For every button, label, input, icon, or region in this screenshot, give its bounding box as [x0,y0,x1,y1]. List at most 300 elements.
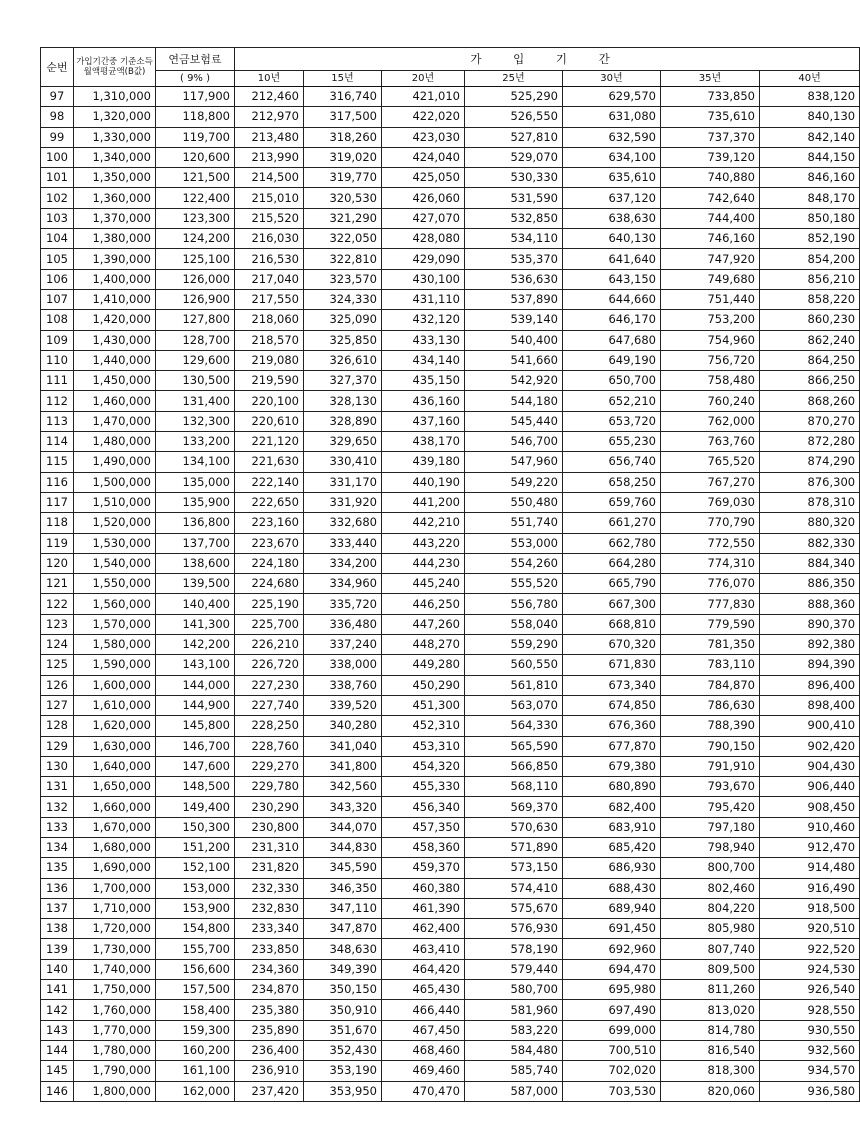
cell-p35: 769,030 [661,492,760,512]
cell-seq: 131 [41,777,74,797]
cell-premium: 145,800 [156,716,235,736]
cell-p40: 928,550 [760,1000,860,1020]
cell-seq: 112 [41,391,74,411]
cell-p20: 457,350 [382,817,465,837]
cell-p15: 334,960 [304,574,382,594]
cell-base-income: 1,500,000 [74,472,156,492]
cell-p40: 912,470 [760,837,860,857]
cell-p20: 439,180 [382,452,465,472]
cell-p10: 214,500 [235,168,304,188]
header-premium: 연금보험료 [156,48,235,71]
cell-seq: 98 [41,107,74,127]
cell-p15: 347,870 [304,919,382,939]
cell-p25: 563,070 [465,695,563,715]
cell-p15: 337,240 [304,635,382,655]
cell-p25: 551,740 [465,513,563,533]
cell-p25: 560,550 [465,655,563,675]
cell-p15: 318,260 [304,127,382,147]
cell-p25: 555,520 [465,574,563,594]
cell-p40: 880,320 [760,513,860,533]
cell-p30: 680,890 [563,777,661,797]
table-row [41,777,860,797]
cell-p15: 328,130 [304,391,382,411]
cell-p25: 554,260 [465,553,563,573]
cell-p25: 570,630 [465,817,563,837]
cell-p20: 459,370 [382,858,465,878]
cell-p15: 340,280 [304,716,382,736]
table-row [41,878,860,898]
cell-p35: 744,400 [661,208,760,228]
cell-seq: 99 [41,127,74,147]
header-period-20: 20년 [382,71,465,87]
cell-p20: 443,220 [382,533,465,553]
cell-p25: 568,110 [465,777,563,797]
cell-p30: 644,660 [563,289,661,309]
cell-p20: 427,070 [382,208,465,228]
cell-p35: 767,270 [661,472,760,492]
cell-p40: 884,340 [760,553,860,573]
cell-p25: 579,440 [465,959,563,979]
cell-p20: 449,280 [382,655,465,675]
cell-p25: 561,810 [465,675,563,695]
cell-p15: 339,520 [304,695,382,715]
cell-p35: 765,520 [661,452,760,472]
cell-p10: 237,420 [235,1081,304,1101]
cell-p40: 870,270 [760,411,860,431]
cell-p25: 587,000 [465,1081,563,1101]
cell-premium: 126,900 [156,289,235,309]
cell-seq: 107 [41,289,74,309]
table-row [41,513,860,533]
header-base-income: 가입기간중 기준소득월액평균액(B값) [74,48,156,87]
cell-p25: 575,670 [465,898,563,918]
cell-p10: 228,250 [235,716,304,736]
cell-p20: 441,200 [382,492,465,512]
cell-p20: 447,260 [382,614,465,634]
cell-p40: 858,220 [760,289,860,309]
cell-premium: 129,600 [156,350,235,370]
cell-base-income: 1,630,000 [74,736,156,756]
cell-p10: 215,520 [235,208,304,228]
cell-seq: 134 [41,837,74,857]
cell-p40: 872,280 [760,432,860,452]
cell-p15: 351,670 [304,1020,382,1040]
cell-p15: 346,350 [304,878,382,898]
cell-seq: 133 [41,817,74,837]
table-row [41,858,860,878]
cell-p10: 229,780 [235,777,304,797]
cell-p10: 236,910 [235,1061,304,1081]
cell-seq: 136 [41,878,74,898]
cell-base-income: 1,510,000 [74,492,156,512]
cell-p25: 525,290 [465,87,563,107]
cell-p10: 226,720 [235,655,304,675]
cell-p35: 814,780 [661,1020,760,1040]
cell-premium: 124,200 [156,229,235,249]
cell-p30: 677,870 [563,736,661,756]
cell-p25: 544,180 [465,391,563,411]
cell-p20: 465,430 [382,980,465,1000]
cell-p40: 848,170 [760,188,860,208]
cell-p15: 334,200 [304,553,382,573]
cell-seq: 101 [41,168,74,188]
cell-p20: 466,440 [382,1000,465,1020]
cell-p40: 904,430 [760,756,860,776]
cell-p25: 529,070 [465,147,563,167]
cell-p25: 566,850 [465,756,563,776]
table-row [41,310,860,330]
cell-seq: 100 [41,147,74,167]
cell-p40: 890,370 [760,614,860,634]
cell-premium: 151,200 [156,837,235,857]
cell-base-income: 1,610,000 [74,695,156,715]
cell-seq: 128 [41,716,74,736]
cell-p25: 581,960 [465,1000,563,1020]
cell-premium: 162,000 [156,1081,235,1101]
table-row [41,614,860,634]
cell-seq: 132 [41,797,74,817]
cell-p15: 349,390 [304,959,382,979]
cell-p25: 580,700 [465,980,563,1000]
cell-p20: 455,330 [382,777,465,797]
table-row [41,553,860,573]
header-period-10: 10년 [235,71,304,87]
cell-p35: 774,310 [661,553,760,573]
cell-p35: 763,760 [661,432,760,452]
cell-p10: 233,340 [235,919,304,939]
cell-p30: 652,210 [563,391,661,411]
cell-p30: 658,250 [563,472,661,492]
cell-p35: 742,640 [661,188,760,208]
cell-premium: 130,500 [156,371,235,391]
cell-base-income: 1,750,000 [74,980,156,1000]
cell-seq: 140 [41,959,74,979]
cell-seq: 138 [41,919,74,939]
cell-p25: 536,630 [465,269,563,289]
cell-p40: 908,450 [760,797,860,817]
cell-p35: 749,680 [661,269,760,289]
cell-p40: 930,550 [760,1020,860,1040]
cell-seq: 116 [41,472,74,492]
cell-base-income: 1,520,000 [74,513,156,533]
cell-p40: 856,210 [760,269,860,289]
cell-p20: 462,400 [382,919,465,939]
table-row [41,168,860,188]
cell-p15: 331,170 [304,472,382,492]
cell-premium: 123,300 [156,208,235,228]
cell-seq: 146 [41,1081,74,1101]
cell-premium: 136,800 [156,513,235,533]
cell-seq: 119 [41,533,74,553]
table-row [41,655,860,675]
cell-p35: 777,830 [661,594,760,614]
cell-p30: 635,610 [563,168,661,188]
cell-p25: 540,400 [465,330,563,350]
cell-p30: 676,360 [563,716,661,736]
cell-seq: 137 [41,898,74,918]
cell-p35: 737,370 [661,127,760,147]
cell-p25: 546,700 [465,432,563,452]
cell-p40: 894,390 [760,655,860,675]
cell-p35: 753,200 [661,310,760,330]
cell-p40: 906,440 [760,777,860,797]
table-row [41,208,860,228]
cell-p40: 924,530 [760,959,860,979]
cell-p35: 776,070 [661,574,760,594]
cell-base-income: 1,360,000 [74,188,156,208]
cell-p10: 215,010 [235,188,304,208]
cell-p30: 685,420 [563,837,661,857]
cell-base-income: 1,730,000 [74,939,156,959]
cell-p10: 228,760 [235,736,304,756]
cell-premium: 140,400 [156,594,235,614]
cell-base-income: 1,430,000 [74,330,156,350]
cell-premium: 133,200 [156,432,235,452]
cell-p40: 850,180 [760,208,860,228]
cell-p30: 662,780 [563,533,661,553]
cell-p20: 448,270 [382,635,465,655]
cell-premium: 149,400 [156,797,235,817]
cell-p20: 450,290 [382,675,465,695]
cell-p20: 438,170 [382,432,465,452]
cell-p15: 353,190 [304,1061,382,1081]
cell-premium: 150,300 [156,817,235,837]
cell-premium: 157,500 [156,980,235,1000]
cell-p30: 664,280 [563,553,661,573]
cell-p35: 733,850 [661,87,760,107]
cell-p20: 436,160 [382,391,465,411]
cell-base-income: 1,370,000 [74,208,156,228]
cell-base-income: 1,690,000 [74,858,156,878]
cell-p35: 791,910 [661,756,760,776]
table-row [41,919,860,939]
cell-p20: 421,010 [382,87,465,107]
cell-base-income: 1,450,000 [74,371,156,391]
cell-p15: 327,370 [304,371,382,391]
cell-p35: 793,670 [661,777,760,797]
cell-p10: 235,890 [235,1020,304,1040]
cell-p20: 428,080 [382,229,465,249]
cell-p30: 671,830 [563,655,661,675]
cell-base-income: 1,720,000 [74,919,156,939]
cell-seq: 113 [41,411,74,431]
cell-p30: 646,170 [563,310,661,330]
table-row [41,756,860,776]
cell-premium: 126,000 [156,269,235,289]
cell-p35: 820,060 [661,1081,760,1101]
cell-p40: 896,400 [760,675,860,695]
cell-premium: 121,500 [156,168,235,188]
cell-p15: 335,720 [304,594,382,614]
cell-premium: 120,600 [156,147,235,167]
cell-p30: 679,380 [563,756,661,776]
cell-p20: 442,210 [382,513,465,533]
cell-p40: 910,460 [760,817,860,837]
cell-p35: 756,720 [661,350,760,370]
cell-p30: 683,910 [563,817,661,837]
cell-p10: 222,650 [235,492,304,512]
cell-premium: 144,900 [156,695,235,715]
cell-p30: 667,300 [563,594,661,614]
table-row [41,249,860,269]
cell-p25: 573,150 [465,858,563,878]
cell-p20: 429,090 [382,249,465,269]
cell-seq: 139 [41,939,74,959]
cell-seq: 144 [41,1040,74,1060]
cell-p10: 232,330 [235,878,304,898]
cell-premium: 154,800 [156,919,235,939]
cell-base-income: 1,340,000 [74,147,156,167]
header-premium-rate: ( 9% ) [156,71,235,87]
cell-p10: 222,140 [235,472,304,492]
table-row [41,797,860,817]
cell-p40: 916,490 [760,878,860,898]
cell-p15: 322,050 [304,229,382,249]
cell-p25: 556,780 [465,594,563,614]
cell-p10: 230,290 [235,797,304,817]
cell-p10: 229,270 [235,756,304,776]
cell-p15: 321,290 [304,208,382,228]
table-row [41,289,860,309]
cell-p10: 217,550 [235,289,304,309]
cell-p25: 569,370 [465,797,563,817]
cell-p15: 320,530 [304,188,382,208]
cell-premium: 160,200 [156,1040,235,1060]
cell-premium: 132,300 [156,411,235,431]
cell-premium: 139,500 [156,574,235,594]
cell-p15: 341,040 [304,736,382,756]
cell-p10: 217,040 [235,269,304,289]
cell-p15: 325,850 [304,330,382,350]
cell-premium: 131,400 [156,391,235,411]
cell-p30: 670,320 [563,635,661,655]
cell-p30: 697,490 [563,1000,661,1020]
cell-p20: 468,460 [382,1040,465,1060]
cell-premium: 147,600 [156,756,235,776]
cell-p10: 232,830 [235,898,304,918]
cell-p40: 876,300 [760,472,860,492]
cell-seq: 118 [41,513,74,533]
cell-p40: 842,140 [760,127,860,147]
cell-p35: 735,610 [661,107,760,127]
cell-base-income: 1,390,000 [74,249,156,269]
cell-p20: 461,390 [382,898,465,918]
cell-p25: 541,660 [465,350,563,370]
cell-p20: 453,310 [382,736,465,756]
cell-p10: 219,590 [235,371,304,391]
header-period-25: 25년 [465,71,563,87]
cell-base-income: 1,560,000 [74,594,156,614]
table-row [41,229,860,249]
cell-p25: 574,410 [465,878,563,898]
cell-p10: 220,610 [235,411,304,431]
cell-p15: 347,110 [304,898,382,918]
cell-base-income: 1,710,000 [74,898,156,918]
cell-p30: 665,790 [563,574,661,594]
cell-p15: 329,650 [304,432,382,452]
cell-p15: 324,330 [304,289,382,309]
cell-p40: 902,420 [760,736,860,756]
cell-p35: 795,420 [661,797,760,817]
cell-p30: 656,740 [563,452,661,472]
cell-p15: 326,610 [304,350,382,370]
cell-p30: 703,530 [563,1081,661,1101]
cell-p15: 328,890 [304,411,382,431]
cell-p10: 219,080 [235,350,304,370]
cell-p25: 558,040 [465,614,563,634]
cell-base-income: 1,600,000 [74,675,156,695]
table-row [41,371,860,391]
cell-seq: 129 [41,736,74,756]
cell-p30: 659,760 [563,492,661,512]
cell-p10: 233,850 [235,939,304,959]
cell-p40: 854,200 [760,249,860,269]
cell-p35: 797,180 [661,817,760,837]
cell-p30: 694,470 [563,959,661,979]
cell-p10: 212,460 [235,87,304,107]
table-row [41,127,860,147]
cell-p15: 336,480 [304,614,382,634]
cell-p20: 424,040 [382,147,465,167]
table-row [41,1020,860,1040]
cell-p15: 348,630 [304,939,382,959]
cell-p15: 350,150 [304,980,382,1000]
table-row [41,350,860,370]
cell-seq: 127 [41,695,74,715]
cell-p15: 319,020 [304,147,382,167]
cell-p30: 629,570 [563,87,661,107]
cell-p15: 331,920 [304,492,382,512]
cell-p20: 456,340 [382,797,465,817]
cell-p35: 770,790 [661,513,760,533]
cell-p15: 316,740 [304,87,382,107]
cell-premium: 125,100 [156,249,235,269]
cell-p30: 692,960 [563,939,661,959]
cell-p40: 900,410 [760,716,860,736]
cell-premium: 135,000 [156,472,235,492]
cell-seq: 122 [41,594,74,614]
cell-p30: 638,630 [563,208,661,228]
cell-p25: 527,810 [465,127,563,147]
cell-p30: 661,270 [563,513,661,533]
cell-p40: 844,150 [760,147,860,167]
cell-base-income: 1,330,000 [74,127,156,147]
cell-p30: 699,000 [563,1020,661,1040]
cell-p40: 918,500 [760,898,860,918]
cell-p15: 333,440 [304,533,382,553]
cell-premium: 159,300 [156,1020,235,1040]
cell-premium: 158,400 [156,1000,235,1020]
cell-premium: 156,600 [156,959,235,979]
cell-base-income: 1,380,000 [74,229,156,249]
cell-seq: 111 [41,371,74,391]
cell-seq: 130 [41,756,74,776]
cell-p20: 467,450 [382,1020,465,1040]
cell-base-income: 1,590,000 [74,655,156,675]
cell-p35: 739,120 [661,147,760,167]
cell-p35: 740,880 [661,168,760,188]
cell-p40: 898,400 [760,695,860,715]
cell-p25: 539,140 [465,310,563,330]
table-row [41,695,860,715]
cell-p20: 460,380 [382,878,465,898]
cell-premium: 134,100 [156,452,235,472]
cell-p25: 583,220 [465,1020,563,1040]
cell-p10: 230,800 [235,817,304,837]
cell-p25: 550,480 [465,492,563,512]
cell-p35: 818,300 [661,1061,760,1081]
cell-seq: 125 [41,655,74,675]
